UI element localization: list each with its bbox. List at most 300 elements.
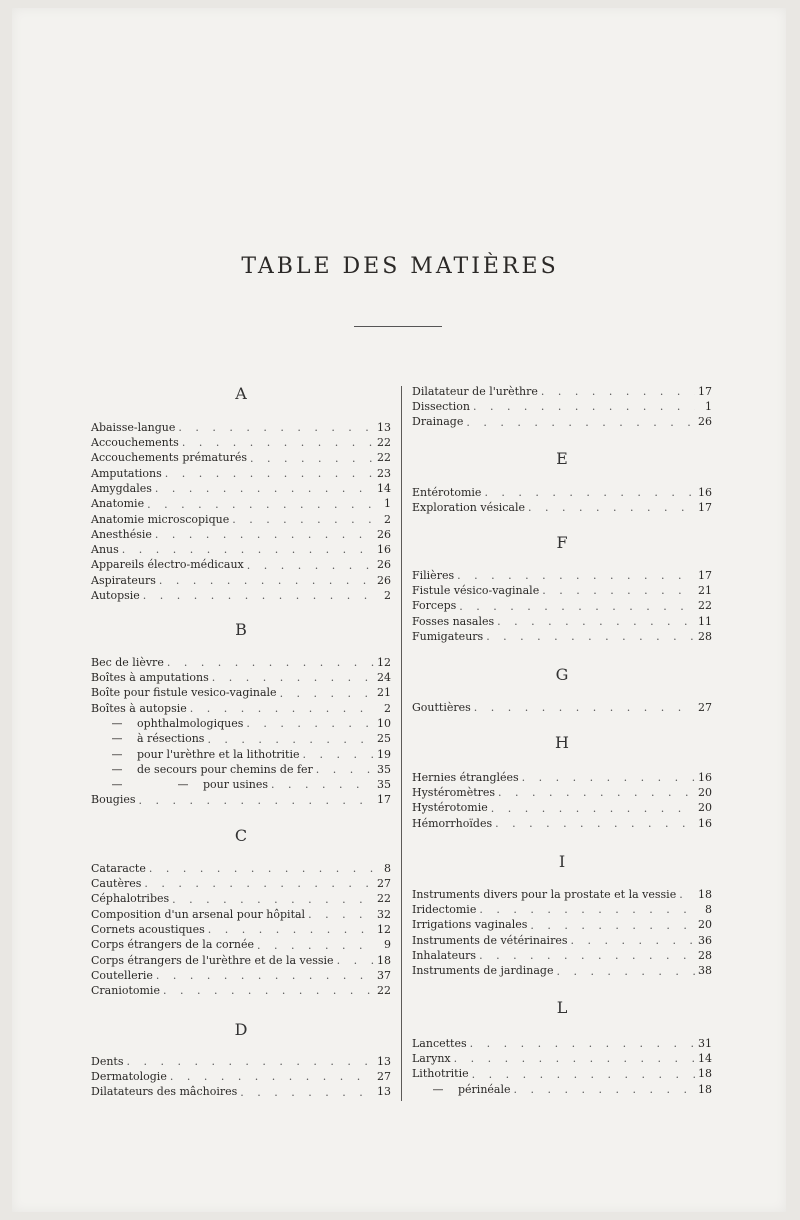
leader-dots — [528, 500, 695, 515]
toc-entry-label — [91, 792, 136, 807]
toc-entry-text: périnéale — [458, 1082, 511, 1096]
section-letter-e: E — [556, 449, 568, 468]
toc-entry-text: Fumigateurs — [412, 629, 484, 643]
leader-dots — [143, 588, 374, 603]
toc-entry-label — [412, 887, 676, 902]
leader-dots — [271, 777, 374, 792]
toc-entry — [412, 816, 712, 831]
toc-entry-text: Craniotomie — [91, 984, 160, 998]
toc-entry-page: 18 — [698, 1082, 712, 1096]
toc-entry-page: 17 — [698, 568, 712, 582]
toc-entry-page: 16 — [377, 543, 391, 557]
toc-entry-label — [91, 496, 144, 511]
toc-entry-page: 1 — [384, 497, 391, 511]
toc-entry-text: Abaisse-langue — [91, 420, 176, 434]
leader-dots — [212, 670, 374, 685]
toc-entry-page: 2 — [384, 589, 391, 602]
toc-entry-text: Cataracte — [91, 861, 146, 875]
toc-entry-text: Dents — [91, 1054, 124, 1068]
toc-entry — [91, 558, 391, 573]
toc-entry-text: Corps étrangers de l'urèthre et de la vessie — [91, 953, 334, 967]
toc-entry-text: Accouchements prématurés — [91, 451, 248, 465]
leader-dots — [542, 583, 695, 598]
leader-dots — [167, 655, 374, 670]
toc-entry-page: 8 — [705, 903, 712, 916]
toc-entry — [412, 918, 712, 933]
toc-entry-label — [91, 716, 243, 731]
toc-entry-text: Hernies étranglées — [412, 770, 519, 784]
toc-entry-label — [412, 902, 476, 917]
toc-entry — [412, 948, 712, 963]
toc-entry-label — [412, 933, 567, 948]
toc-entry — [91, 655, 391, 670]
toc-entry-page: 27 — [377, 1070, 391, 1083]
toc-entry-label — [91, 1084, 237, 1099]
toc-entry-page: 22 — [698, 599, 712, 613]
toc-entry-label — [412, 485, 481, 500]
toc-entry-page: 27 — [698, 700, 712, 714]
toc-entry — [91, 466, 391, 481]
leader-dots — [149, 861, 374, 876]
toc-entry — [412, 902, 712, 917]
toc-entry-text: Dilatateurs des mâchoires — [91, 1085, 238, 1099]
toc-entry-label — [412, 785, 495, 800]
leader-dots — [122, 542, 374, 557]
toc-entry-label — [91, 573, 156, 588]
toc-entry-page: 22 — [377, 436, 391, 449]
toc-entry-page: 10 — [377, 716, 391, 730]
leader-dots — [497, 614, 695, 629]
leader-dots — [156, 968, 374, 983]
toc-entry-label — [91, 891, 169, 906]
toc-entry-label — [412, 770, 519, 785]
toc-entry-label — [91, 1069, 167, 1084]
toc-entry-label — [412, 800, 488, 815]
toc-entry-label — [412, 963, 553, 978]
leader-dots — [178, 420, 374, 435]
toc-entry-text: Bougies — [91, 793, 136, 807]
toc-entry-text: Autopsie — [91, 589, 140, 602]
toc-entry-page: 18 — [377, 953, 391, 967]
toc-entry-label — [412, 384, 538, 399]
toc-entry-text: Corps étrangers de la cornée — [91, 938, 255, 952]
leader-dots — [155, 481, 374, 496]
toc-entry — [91, 892, 391, 907]
toc-entry-label — [412, 816, 492, 831]
leader-dots — [170, 1069, 374, 1084]
toc-entry-text: Iridectomie — [412, 903, 477, 916]
toc-entry-text: Hystérotomie — [412, 801, 488, 815]
toc-entry-text: Boîtes à amputations — [91, 671, 209, 684]
toc-entry-text: Hémorrhoïdes — [412, 816, 493, 830]
toc-entry — [91, 435, 391, 450]
toc-entry-text: Boîtes à autopsie — [91, 701, 187, 715]
leader-dots — [165, 466, 374, 481]
toc-entry-page: 18 — [698, 887, 712, 901]
toc-entry-label — [91, 557, 244, 572]
leader-dots — [498, 785, 695, 800]
toc-entry-label — [412, 399, 470, 414]
toc-entry-text: Exploration vésicale — [412, 501, 526, 514]
toc-entry-text: Fosses nasales — [412, 614, 495, 628]
toc-entry-text: Anatomie microscopique — [91, 512, 230, 526]
toc-entry-label — [412, 1051, 451, 1066]
toc-entry-label — [91, 450, 247, 465]
leader-dots — [530, 918, 695, 933]
leader-dots — [479, 948, 695, 963]
toc-entry-page: 35 — [377, 762, 391, 776]
ditto-dash: — — [111, 747, 123, 761]
leader-dots — [522, 770, 695, 785]
toc-entry-text: Accouchements — [91, 436, 179, 449]
toc-entry-text: Boîte pour fistule vesico-vaginale — [91, 686, 277, 700]
toc-entry — [91, 588, 391, 603]
toc-entry-text: à résections — [137, 732, 205, 746]
toc-entry-text: pour l'urèthre et la lithotritie — [137, 747, 300, 761]
toc-entry — [412, 1082, 712, 1097]
toc-entry-label — [412, 500, 525, 515]
toc-entry — [91, 983, 391, 998]
toc-entry-page: 28 — [698, 629, 712, 643]
toc-entry-page: 9 — [384, 938, 391, 952]
toc-entry — [91, 732, 391, 747]
toc-entry — [412, 629, 712, 644]
toc-entry-text: Inhalateurs — [412, 948, 477, 962]
leader-dots — [457, 568, 695, 583]
toc-entry-label — [91, 968, 153, 983]
leader-dots — [454, 1051, 695, 1066]
toc-entry-label — [91, 762, 313, 777]
toc-entry-page: 16 — [698, 485, 712, 499]
toc-entry — [91, 542, 391, 557]
toc-entry-label — [412, 917, 527, 932]
toc-entry — [412, 500, 712, 515]
leader-dots — [337, 953, 374, 968]
toc-entry-page: 14 — [698, 1052, 712, 1065]
toc-entry — [412, 1036, 712, 1051]
toc-entry — [412, 964, 712, 979]
toc-entry — [91, 938, 391, 953]
toc-entry-page: 12 — [377, 922, 391, 936]
toc-entry-text: Anatomie — [91, 497, 145, 511]
leader-dots — [247, 558, 374, 573]
toc-entry — [412, 770, 712, 785]
toc-entry-label — [91, 747, 299, 762]
toc-entry-label — [91, 655, 164, 670]
toc-entry-page: 8 — [384, 861, 391, 875]
toc-entry-page: 20 — [698, 801, 712, 815]
toc-entry — [91, 420, 391, 435]
toc-entry — [91, 968, 391, 983]
leader-dots — [302, 747, 374, 762]
leader-dots — [308, 907, 374, 922]
toc-entry-label — [91, 512, 229, 527]
section-letter-f: F — [556, 533, 568, 552]
leader-dots — [491, 801, 695, 816]
leader-dots — [155, 527, 374, 542]
toc-entry-label — [412, 614, 494, 629]
toc-entry-page: 2 — [384, 512, 391, 526]
toc-entry-text: ophthalmologiques — [137, 716, 244, 730]
toc-entry-page: 18 — [698, 1067, 712, 1081]
toc-entry — [91, 1085, 391, 1100]
toc-entry-page: 22 — [377, 892, 391, 906]
leader-dots — [159, 573, 374, 588]
toc-entry-text: Dissection — [412, 400, 470, 413]
toc-entry-page: 17 — [377, 793, 391, 807]
leader-dots — [257, 938, 374, 953]
toc-entry-text: de secours pour chemins de fer — [137, 762, 313, 776]
leader-dots — [472, 1067, 695, 1082]
toc-entry-label — [91, 435, 179, 450]
toc-entry-page: 22 — [377, 451, 391, 465]
toc-entry-page: 1 — [705, 400, 712, 413]
leader-dots — [474, 700, 695, 715]
leader-dots — [190, 701, 374, 716]
leader-dots — [470, 1036, 695, 1051]
toc-entry-label — [412, 583, 539, 598]
leader-dots — [679, 887, 695, 902]
toc-entry-page: 20 — [698, 918, 712, 932]
leader-dots — [163, 983, 374, 998]
toc-entry — [412, 384, 712, 399]
toc-entry — [412, 568, 712, 583]
toc-entry-label — [91, 527, 152, 542]
toc-entry-label — [412, 1082, 511, 1097]
toc-entry-page: 13 — [377, 420, 391, 434]
toc-entry-page: 36 — [698, 933, 712, 947]
leader-dots — [514, 1082, 695, 1097]
toc-entry-text: pour usines — [203, 778, 268, 792]
toc-entry-text: Composition d'un arsenal pour hôpital — [91, 907, 306, 921]
toc-entry-text: Irrigations vaginales — [412, 918, 528, 932]
toc-entry-label — [91, 876, 141, 891]
toc-entry-page: 27 — [377, 877, 391, 890]
toc-entry — [91, 1054, 391, 1069]
toc-entry-label — [91, 983, 160, 998]
ditto-dash: — — [111, 732, 123, 746]
toc-entry-label — [91, 937, 254, 952]
toc-entry-text: Forceps — [412, 599, 457, 613]
toc-entry-text: Amputations — [91, 466, 162, 480]
toc-entry — [412, 399, 712, 414]
leader-dots — [473, 399, 695, 414]
toc-entry-page: 16 — [698, 770, 712, 784]
section-letter-b: B — [235, 620, 247, 639]
ditto-dash: — — [177, 778, 189, 792]
toc-entry — [91, 1069, 391, 1084]
toc-entry-text: Lancettes — [412, 1036, 467, 1050]
toc-entry — [412, 614, 712, 629]
toc-entry-label — [412, 629, 483, 644]
toc-entry-text: Cornets acoustiques — [91, 922, 205, 936]
toc-entry-label — [91, 420, 175, 435]
leader-dots — [479, 902, 695, 917]
toc-entry-page: 26 — [377, 558, 391, 572]
leader-dots — [126, 1054, 374, 1069]
toc-entry-label — [91, 953, 334, 968]
toc-entry-text: Instruments de vétérinaires — [412, 933, 568, 947]
leader-dots — [172, 892, 374, 907]
toc-entry-page: 31 — [698, 1036, 712, 1050]
section-letter-h: H — [555, 733, 569, 752]
toc-entry — [91, 686, 391, 701]
leader-dots — [486, 629, 695, 644]
toc-entry-text: Anus — [91, 543, 119, 557]
toc-entry-page: 25 — [377, 732, 391, 746]
leader-dots — [484, 485, 695, 500]
toc-entry — [412, 933, 712, 948]
toc-entry — [91, 861, 391, 876]
toc-entry-page: 21 — [698, 584, 712, 597]
toc-entry-label — [91, 731, 204, 746]
leader-dots — [208, 922, 374, 937]
leader-dots — [144, 876, 374, 891]
toc-entry-label — [412, 598, 456, 613]
leader-dots — [139, 793, 374, 808]
toc-entry — [91, 922, 391, 937]
toc-entry-label — [91, 481, 152, 496]
section-letter-d: D — [234, 1020, 248, 1039]
leader-dots — [182, 435, 374, 450]
toc-entry-page: 13 — [377, 1085, 391, 1099]
toc-entry-page: 16 — [698, 816, 712, 830]
toc-entry-label — [412, 700, 471, 715]
toc-entry-text: Lithotritie — [412, 1067, 469, 1081]
leader-dots — [147, 497, 374, 512]
toc-entry — [91, 762, 391, 777]
toc-entry — [91, 777, 391, 792]
toc-entry-text: Cautères — [91, 877, 142, 890]
column-divider — [401, 386, 402, 1101]
toc-entry-text: Anesthésie — [91, 527, 152, 541]
toc-entry-label — [91, 1054, 123, 1069]
toc-entry-text: Céphalotribes — [91, 892, 170, 906]
toc-entry-page: 13 — [377, 1054, 391, 1068]
section-letter-l: L — [556, 998, 568, 1017]
ditto-dash: — — [111, 762, 123, 776]
toc-entry — [412, 599, 712, 614]
toc-entry — [91, 670, 391, 685]
toc-entry — [412, 801, 712, 816]
ditto-dash: — — [432, 1082, 444, 1096]
leader-dots — [541, 384, 695, 399]
toc-entry — [91, 527, 391, 542]
toc-entry-page: 14 — [377, 481, 391, 495]
section-letter-a: A — [235, 384, 247, 403]
ditto-dash: — — [111, 778, 123, 792]
toc-entry-text: Fistule vésico-vaginale — [412, 584, 540, 597]
toc-entry — [412, 415, 712, 430]
toc-entry-page: 26 — [377, 527, 391, 541]
leader-dots — [495, 816, 695, 831]
toc-entry — [91, 953, 391, 968]
toc-entry-page: 22 — [377, 984, 391, 998]
toc-entry-page: 23 — [377, 466, 391, 480]
page — [12, 8, 786, 1212]
section-letter-g: G — [555, 665, 569, 684]
leader-dots — [466, 415, 695, 430]
ditto-dash: — — [111, 716, 123, 730]
toc-entry — [91, 451, 391, 466]
toc-entry-label — [412, 1066, 469, 1081]
toc-entry-page: 26 — [377, 573, 391, 587]
toc-entry — [91, 793, 391, 808]
toc-entry — [91, 573, 391, 588]
toc-entry-label — [91, 466, 162, 481]
toc-entry-page: 24 — [377, 671, 391, 684]
toc-entry-text: Entérotomie — [412, 485, 482, 499]
leader-dots — [232, 512, 374, 527]
page-title: TABLE DES MATIÈRES — [241, 254, 559, 279]
toc-entry — [91, 497, 391, 512]
toc-entry-label — [91, 670, 209, 685]
toc-entry-page: 38 — [698, 964, 712, 978]
toc-entry — [91, 876, 391, 891]
section-letter-c: C — [234, 826, 248, 845]
toc-entry-page: 37 — [377, 968, 391, 982]
leader-dots — [556, 964, 695, 979]
toc-entry-text: Coutellerie — [91, 968, 153, 982]
toc-entry-label — [412, 568, 454, 583]
leader-dots — [280, 686, 374, 701]
toc-entry-text: Instruments divers pour la prostate et la vessie — [412, 887, 677, 901]
toc-entry-page: 19 — [377, 747, 391, 761]
toc-entry-page: 35 — [377, 778, 391, 792]
toc-entry-page: 32 — [377, 907, 391, 921]
toc-entry — [412, 583, 712, 598]
toc-entry-text: Hystéromètres — [412, 786, 496, 799]
toc-entry-text: Instruments de jardinage — [412, 964, 554, 978]
toc-entry-text: Drainage — [412, 415, 464, 429]
toc-entry — [412, 700, 712, 715]
toc-entry-page: 17 — [698, 501, 712, 514]
toc-entry-text: Appareils électro-médicaux — [91, 558, 244, 572]
toc-entry-label — [412, 948, 476, 963]
toc-entry-label — [91, 922, 205, 937]
toc-entry-text: Dilatateur de l'urèthre — [412, 384, 538, 398]
toc-entry-page: 28 — [698, 948, 712, 962]
leader-dots — [570, 933, 695, 948]
toc-entry-label — [91, 777, 268, 792]
toc-entry-page: 2 — [384, 701, 391, 715]
toc-entry-text: Filières — [412, 568, 455, 582]
toc-entry — [91, 907, 391, 922]
leader-dots — [246, 716, 374, 731]
toc-entry-label — [91, 907, 305, 922]
leader-dots — [250, 451, 374, 466]
toc-entry-text: Amygdales — [91, 481, 152, 495]
toc-entry-text: Larynx — [412, 1052, 451, 1065]
toc-entry-page: 26 — [698, 415, 712, 429]
toc-entry — [412, 887, 712, 902]
toc-entry-label — [412, 414, 463, 429]
toc-entry-label — [91, 861, 146, 876]
leader-dots — [207, 732, 374, 747]
leader-dots — [316, 762, 374, 777]
toc-entry — [91, 512, 391, 527]
section-letter-i: I — [558, 852, 566, 871]
toc-entry-label — [91, 542, 119, 557]
toc-entry-page: 20 — [698, 786, 712, 799]
toc-entry — [91, 701, 391, 716]
toc-entry — [412, 1067, 712, 1082]
toc-entry — [91, 481, 391, 496]
leader-dots — [459, 599, 695, 614]
toc-entry-label — [91, 685, 277, 700]
toc-entry-text: Aspirateurs — [91, 573, 156, 587]
toc-entry-page: 12 — [377, 655, 391, 669]
